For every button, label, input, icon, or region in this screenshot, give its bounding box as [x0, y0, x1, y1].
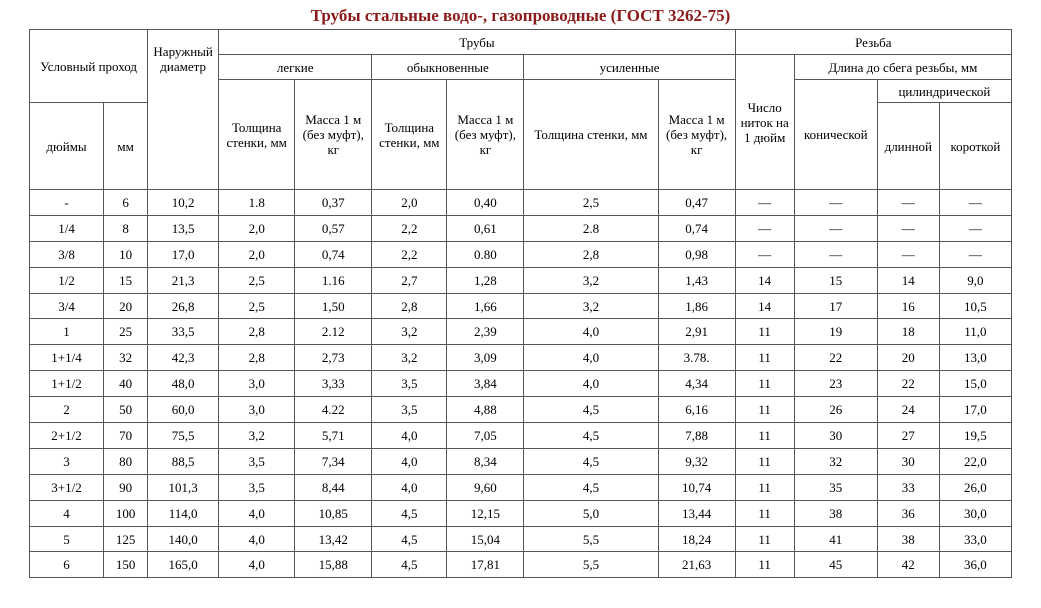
- table-cell: 2,8: [219, 319, 295, 345]
- table-cell: —: [735, 215, 794, 241]
- header-wall-ordinary: Толщина стенки, мм: [372, 80, 447, 190]
- table-cell: 7,88: [658, 423, 735, 449]
- table-body: [30, 190, 1012, 578]
- table-cell: —: [794, 241, 877, 267]
- header-pipes: Трубы: [219, 30, 735, 55]
- table-cell: 11: [735, 526, 794, 552]
- table-cell: 11: [735, 500, 794, 526]
- table-cell: 1,50: [295, 293, 372, 319]
- table-cell: 4,5: [372, 500, 447, 526]
- table-cell: 3,84: [447, 371, 524, 397]
- table-cell: 3,2: [372, 319, 447, 345]
- page-title: Трубы стальные водо-, газопроводные (ГОСТ 3262-75): [310, 6, 731, 25]
- header-threads-per-inch: Число ниток на 1 дюйм: [735, 55, 794, 190]
- table-cell: 1/4: [30, 215, 104, 241]
- table-cell: 0,40: [447, 190, 524, 216]
- table-cell: 38: [877, 526, 939, 552]
- table-cell: 0,57: [295, 215, 372, 241]
- table-cell: 2,5: [524, 190, 658, 216]
- table-cell: 7,05: [447, 423, 524, 449]
- table-cell: 32: [794, 448, 877, 474]
- table-cell: 26: [794, 397, 877, 423]
- table-cell: 2,5: [219, 267, 295, 293]
- table-cell: 10: [104, 241, 148, 267]
- table-cell: 80: [104, 448, 148, 474]
- table-row: [30, 526, 1012, 552]
- table-cell: 50: [104, 397, 148, 423]
- table-cell: 4,0: [219, 526, 295, 552]
- header-mm: мм: [104, 103, 148, 190]
- table-row: [30, 500, 1012, 526]
- table-cell: —: [794, 215, 877, 241]
- table-cell: 4,0: [372, 448, 447, 474]
- table-cell: 1,43: [658, 267, 735, 293]
- table-cell: 70: [104, 423, 148, 449]
- table-cell: 5,0: [524, 500, 658, 526]
- table-cell: 3,0: [219, 371, 295, 397]
- table-cell: 11: [735, 319, 794, 345]
- table-cell: 30,0: [939, 500, 1011, 526]
- table-cell: 0,47: [658, 190, 735, 216]
- table-row: [30, 293, 1012, 319]
- table-cell: 25: [104, 319, 148, 345]
- table-cell: 4,34: [658, 371, 735, 397]
- table-cell: 1: [30, 319, 104, 345]
- table-cell: 30: [877, 448, 939, 474]
- table-cell: 11: [735, 552, 794, 578]
- table-cell: 5,5: [524, 526, 658, 552]
- table-row: [30, 474, 1012, 500]
- table-cell: 26,8: [148, 293, 219, 319]
- table-row: [30, 241, 1012, 267]
- table-cell: 22,0: [939, 448, 1011, 474]
- table-cell: 18: [877, 319, 939, 345]
- header-short: короткой: [939, 103, 1011, 190]
- table-cell: 6,16: [658, 397, 735, 423]
- table-cell: 11: [735, 448, 794, 474]
- table-cell: 11,0: [939, 319, 1011, 345]
- header-mass-reinforced: Масса 1 м (без муфт), кг: [658, 80, 735, 190]
- table-cell: 4,0: [524, 345, 658, 371]
- table-cell: 6: [30, 552, 104, 578]
- table-cell: 11: [735, 397, 794, 423]
- table-cell: 1.16: [295, 267, 372, 293]
- header-conical: конической: [794, 80, 877, 190]
- table-cell: 8: [104, 215, 148, 241]
- table-cell: 3,33: [295, 371, 372, 397]
- table-cell: 4,88: [447, 397, 524, 423]
- table-cell: 3,2: [219, 423, 295, 449]
- table-cell: 2,8: [219, 345, 295, 371]
- table-cell: 75,5: [148, 423, 219, 449]
- header-mass-ordinary: Масса 1 м (без муфт), кг: [447, 80, 524, 190]
- table-cell: 4.22: [295, 397, 372, 423]
- table-cell: 9,32: [658, 448, 735, 474]
- table-cell: 16: [877, 293, 939, 319]
- table-cell: 60,0: [148, 397, 219, 423]
- table-cell: 114,0: [148, 500, 219, 526]
- header-cylindrical: цилиндрической: [877, 80, 1011, 103]
- table-row: [30, 397, 1012, 423]
- table-cell: 2,91: [658, 319, 735, 345]
- header-thread: Резьба: [735, 30, 1011, 55]
- table-cell: 10,2: [148, 190, 219, 216]
- table-cell: 2,0: [372, 190, 447, 216]
- table-cell: 8,44: [295, 474, 372, 500]
- table-cell: 2,8: [524, 241, 658, 267]
- header-outer-diameter: Наружный диаметр: [148, 30, 219, 190]
- table-cell: 9,0: [939, 267, 1011, 293]
- table-cell: 3,2: [372, 345, 447, 371]
- table-row: [30, 345, 1012, 371]
- table-cell: 15,0: [939, 371, 1011, 397]
- table-cell: 3/8: [30, 241, 104, 267]
- table-cell: 42,3: [148, 345, 219, 371]
- table-cell: 21,63: [658, 552, 735, 578]
- table-cell: —: [794, 190, 877, 216]
- table-cell: 2,39: [447, 319, 524, 345]
- table-cell: 4,5: [524, 448, 658, 474]
- table-cell: 15,04: [447, 526, 524, 552]
- table-cell: 17,81: [447, 552, 524, 578]
- table-cell: 3,2: [524, 267, 658, 293]
- header-thread-length: Длина до сбега резьбы, мм: [794, 55, 1011, 80]
- table-cell: 2: [30, 397, 104, 423]
- table-cell: 11: [735, 371, 794, 397]
- table-cell: 2,0: [219, 215, 295, 241]
- table-cell: 11: [735, 345, 794, 371]
- table-cell: 1+1/4: [30, 345, 104, 371]
- table-cell: 48,0: [148, 371, 219, 397]
- table-cell: 2,73: [295, 345, 372, 371]
- table-cell: 4,5: [524, 423, 658, 449]
- table-cell: 4,5: [524, 474, 658, 500]
- table-cell: 2,7: [372, 267, 447, 293]
- table-cell: 45: [794, 552, 877, 578]
- table-cell: 0,37: [295, 190, 372, 216]
- table-cell: 19: [794, 319, 877, 345]
- table-cell: 2.8: [524, 215, 658, 241]
- table-cell: 21,3: [148, 267, 219, 293]
- table-cell: 3,5: [219, 448, 295, 474]
- table-cell: 4,0: [372, 474, 447, 500]
- table-cell: 5,5: [524, 552, 658, 578]
- table-cell: 100: [104, 500, 148, 526]
- table-cell: 14: [735, 267, 794, 293]
- table-cell: 14: [735, 293, 794, 319]
- table-cell: 2,5: [219, 293, 295, 319]
- table-cell: 23: [794, 371, 877, 397]
- header-ordinary: обыкновенные: [372, 55, 524, 80]
- table-cell: 19,5: [939, 423, 1011, 449]
- table-cell: 11: [735, 423, 794, 449]
- table-cell: 3,5: [372, 397, 447, 423]
- table-cell: 8,34: [447, 448, 524, 474]
- table-cell: —: [735, 241, 794, 267]
- table-cell: 5,71: [295, 423, 372, 449]
- table-cell: 20: [877, 345, 939, 371]
- table-cell: 3.78.: [658, 345, 735, 371]
- table-row: [30, 190, 1012, 216]
- table-cell: 4,5: [372, 526, 447, 552]
- table-cell: 13,0: [939, 345, 1011, 371]
- table-cell: 38: [794, 500, 877, 526]
- table-cell: 20: [104, 293, 148, 319]
- table-cell: 0,74: [295, 241, 372, 267]
- table-cell: —: [877, 215, 939, 241]
- header-wall-light: Толщина стенки, мм: [219, 80, 295, 190]
- table-cell: 13,44: [658, 500, 735, 526]
- table-cell: 13,5: [148, 215, 219, 241]
- table-row: [30, 371, 1012, 397]
- table-cell: 15: [794, 267, 877, 293]
- table-cell: 4,0: [524, 371, 658, 397]
- table-cell: 2,2: [372, 241, 447, 267]
- table-cell: 4: [30, 500, 104, 526]
- table-cell: 1/2: [30, 267, 104, 293]
- table-cell: 3,5: [219, 474, 295, 500]
- table-cell: 33,5: [148, 319, 219, 345]
- table-cell: 41: [794, 526, 877, 552]
- table-cell: 36: [877, 500, 939, 526]
- table-cell: 36,0: [939, 552, 1011, 578]
- header-long: длинной: [877, 103, 939, 190]
- table-cell: 17,0: [148, 241, 219, 267]
- table-cell: 2,0: [219, 241, 295, 267]
- table-cell: 0,74: [658, 215, 735, 241]
- table-cell: 4,5: [372, 552, 447, 578]
- table-cell: —: [939, 241, 1011, 267]
- header-inches: дюймы: [30, 103, 104, 190]
- table-cell: 4,0: [524, 319, 658, 345]
- table-cell: 3,2: [524, 293, 658, 319]
- table-cell: —: [939, 215, 1011, 241]
- table-cell: 4,5: [524, 397, 658, 423]
- table-row: [30, 448, 1012, 474]
- table-cell: 1.8: [219, 190, 295, 216]
- header-reinforced: усиленные: [524, 55, 735, 80]
- table-row: [30, 423, 1012, 449]
- header-mass-light: Масса 1 м (без муфт), кг: [295, 80, 372, 190]
- table-cell: 3,09: [447, 345, 524, 371]
- table-row: [30, 552, 1012, 578]
- table-cell: -: [30, 190, 104, 216]
- table-cell: 4,0: [219, 500, 295, 526]
- table-cell: 14: [877, 267, 939, 293]
- table-cell: 4,0: [219, 552, 295, 578]
- table-cell: 6: [104, 190, 148, 216]
- table-cell: 4,0: [372, 423, 447, 449]
- table-cell: 12,15: [447, 500, 524, 526]
- table-cell: 7,34: [295, 448, 372, 474]
- table-cell: 101,3: [148, 474, 219, 500]
- table-cell: 33: [877, 474, 939, 500]
- table-cell: 165,0: [148, 552, 219, 578]
- table-cell: 32: [104, 345, 148, 371]
- table-cell: 88,5: [148, 448, 219, 474]
- table-cell: 0.80: [447, 241, 524, 267]
- table-cell: —: [877, 241, 939, 267]
- table-cell: 15,88: [295, 552, 372, 578]
- table-cell: 3+1/2: [30, 474, 104, 500]
- table-cell: 2.12: [295, 319, 372, 345]
- table-cell: 35: [794, 474, 877, 500]
- header-wall-reinforced: Толщина стенки, мм: [524, 80, 658, 190]
- table-cell: 1,66: [447, 293, 524, 319]
- pipe-spec-table: [29, 29, 1012, 578]
- table-cell: 3/4: [30, 293, 104, 319]
- table-cell: 2,2: [372, 215, 447, 241]
- table-cell: 1,86: [658, 293, 735, 319]
- table-cell: 42: [877, 552, 939, 578]
- table-cell: 22: [877, 371, 939, 397]
- table-cell: 40: [104, 371, 148, 397]
- table-cell: 17,0: [939, 397, 1011, 423]
- table-cell: —: [735, 190, 794, 216]
- table-cell: 11: [735, 474, 794, 500]
- table-cell: 1,28: [447, 267, 524, 293]
- table-cell: 5: [30, 526, 104, 552]
- table-cell: 10,5: [939, 293, 1011, 319]
- header-light: легкие: [219, 55, 372, 80]
- table-cell: 0,61: [447, 215, 524, 241]
- table-cell: 2+1/2: [30, 423, 104, 449]
- table-cell: 125: [104, 526, 148, 552]
- table-cell: 3: [30, 448, 104, 474]
- table-cell: 33,0: [939, 526, 1011, 552]
- table-cell: 10,85: [295, 500, 372, 526]
- table-cell: 26,0: [939, 474, 1011, 500]
- table-cell: 150: [104, 552, 148, 578]
- table-cell: 24: [877, 397, 939, 423]
- table-row: [30, 215, 1012, 241]
- table-cell: 13,42: [295, 526, 372, 552]
- table-cell: 30: [794, 423, 877, 449]
- table-cell: 0,98: [658, 241, 735, 267]
- table-cell: 90: [104, 474, 148, 500]
- table-cell: 22: [794, 345, 877, 371]
- table-cell: 10,74: [658, 474, 735, 500]
- table-cell: 3,5: [372, 371, 447, 397]
- table-cell: 17: [794, 293, 877, 319]
- table-cell: 27: [877, 423, 939, 449]
- table-cell: 140,0: [148, 526, 219, 552]
- table-cell: 9,60: [447, 474, 524, 500]
- table-cell: 15: [104, 267, 148, 293]
- table-cell: 2,8: [372, 293, 447, 319]
- header-conditional-pass: Условный проход: [30, 30, 148, 103]
- table-row: [30, 267, 1012, 293]
- table-cell: —: [939, 190, 1011, 216]
- table-row: [30, 319, 1012, 345]
- table-cell: 18,24: [658, 526, 735, 552]
- table-cell: 3,0: [219, 397, 295, 423]
- table-cell: 1+1/2: [30, 371, 104, 397]
- table-cell: —: [877, 190, 939, 216]
